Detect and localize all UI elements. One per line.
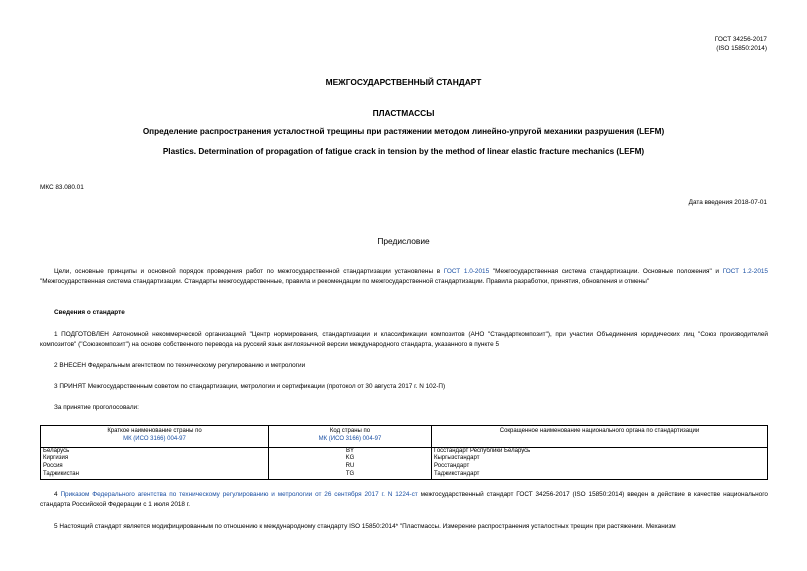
intro-date: Дата введения 2018-07-01 [688, 199, 767, 206]
code-cell: RU [269, 463, 432, 471]
gost-1-0-link[interactable]: ГОСТ 1.0-2015 [443, 268, 490, 275]
preface-text-c: "Межгосударственная система стандартизации. Стандарты межгосударственные, правила и рекомендации по межгосударственной стандартизации. Правила разработки, принятия, обновления и отмены" [40, 278, 650, 285]
mk-iso-link[interactable]: МК (ИСО 3166) 004-97 [123, 435, 186, 442]
col-code-header: Код страны по МК (ИСО 3166) 004-97 [269, 426, 432, 448]
title-ru: Определение распространения усталостной трещины при растяжении методом линейно-упругой механики разрушения (LEFM) [142, 127, 665, 136]
title-en: Plastics. Determination of propagation of fatigue crack in tension by the method of linear elastic fracture mechanics (LEFM) [162, 147, 645, 156]
preface-text-b: "Межгосударственная система стандартизации. Основные положения" и [489, 268, 723, 275]
body-cell: Росстандарт [432, 463, 768, 471]
preface-text-a: Цели, основные принципы и основной порядок проведения работ по межгосударственной стандартизации установлены в [54, 268, 444, 275]
item-4-text: межгосударственный стандарт ГОСТ 34256-2017 (ISO 15850:2014) введен в действие в качестве национального стандарта Российской Федерации с 1 июля 2018 г. [40, 491, 768, 508]
preface-paragraph [40, 267, 768, 287]
table-row [41, 463, 768, 471]
country-cell: Таджикистан [41, 471, 269, 479]
item-5: 5 Настоящий стандарт является модифицированным по отношению к международному стандарту ISO 15850:2014* "Пластмассы. Измерение распространения усталостных трещин при растяжении. Механизм [54, 523, 676, 530]
country-cell: Беларусь [41, 447, 269, 455]
iso-number: (ISO 15850:2014) [716, 45, 767, 52]
mk-iso-link[interactable]: МК (ИСО 3166) 004-97 [318, 435, 382, 442]
item-4 [40, 490, 768, 510]
country-cell: Киргизия [41, 455, 269, 463]
item-1: 1 ПОДГОТОВЛЕН Автономной некоммерческой организацией "Центр нормирования, стандартизации и классификации композитов (АНО "Стандарткомпозит"), при участии Объединения юридических лиц "Союз производителей композитов" ("Союзкомпозит") на основе собственного перевода на русский язык англоязычной версии международного стандарта, указанного в пункте 5 [40, 331, 768, 348]
country-cell: Россия [41, 463, 269, 471]
body-cell: Госстандарт Республики Беларусь [432, 447, 768, 455]
table-header-row [41, 426, 768, 448]
table-row [41, 455, 768, 463]
table-row [41, 447, 768, 455]
info-heading: Сведения о стандарте [54, 309, 125, 316]
body-cell: Кыргызстандарт [432, 455, 768, 463]
order-link[interactable]: Приказом Федерального агентства по техническому регулированию и метрологии от 26 сентября 2017 г. N 1224-ст [60, 491, 418, 498]
code-cell: TG [269, 471, 432, 479]
col-body-header: Сокращенное наименование национального органа по стандартизации [432, 426, 768, 448]
preface-heading: Предисловие [377, 236, 430, 246]
standard-type: МЕЖГОСУДАРСТВЕННЫЙ СТАНДАРТ [325, 77, 482, 87]
code-cell: KG [269, 455, 432, 463]
item-3: 3 ПРИНЯТ Межгосударственным советом по стандартизации, метрологии и сертификации (протокол от 30 августа 2017 г. N 102-П) [54, 383, 446, 390]
member-states-table [40, 425, 768, 480]
doc-number: ГОСТ 34256-2017 [714, 36, 767, 43]
subject-title: ПЛАСТМАССЫ [372, 108, 435, 118]
body-cell: Таджикстандарт [432, 471, 768, 479]
doc-number-block [567, 35, 767, 53]
voted-label: За принятие проголосовали: [54, 404, 139, 411]
gost-1-2-link[interactable]: ГОСТ 1.2-2015 [722, 268, 768, 275]
mks-code: МКС 83.080.01 [40, 184, 84, 191]
table-row [41, 471, 768, 479]
col-country-header: Краткое наименование страны по МК (ИСО 3166) 004-97 [41, 426, 269, 448]
item-2: 2 ВНЕСЕН Федеральным агентством по техническому регулированию и метрологии [54, 362, 306, 369]
item-4-number: 4 [54, 491, 61, 498]
code-cell: BY [269, 447, 432, 455]
